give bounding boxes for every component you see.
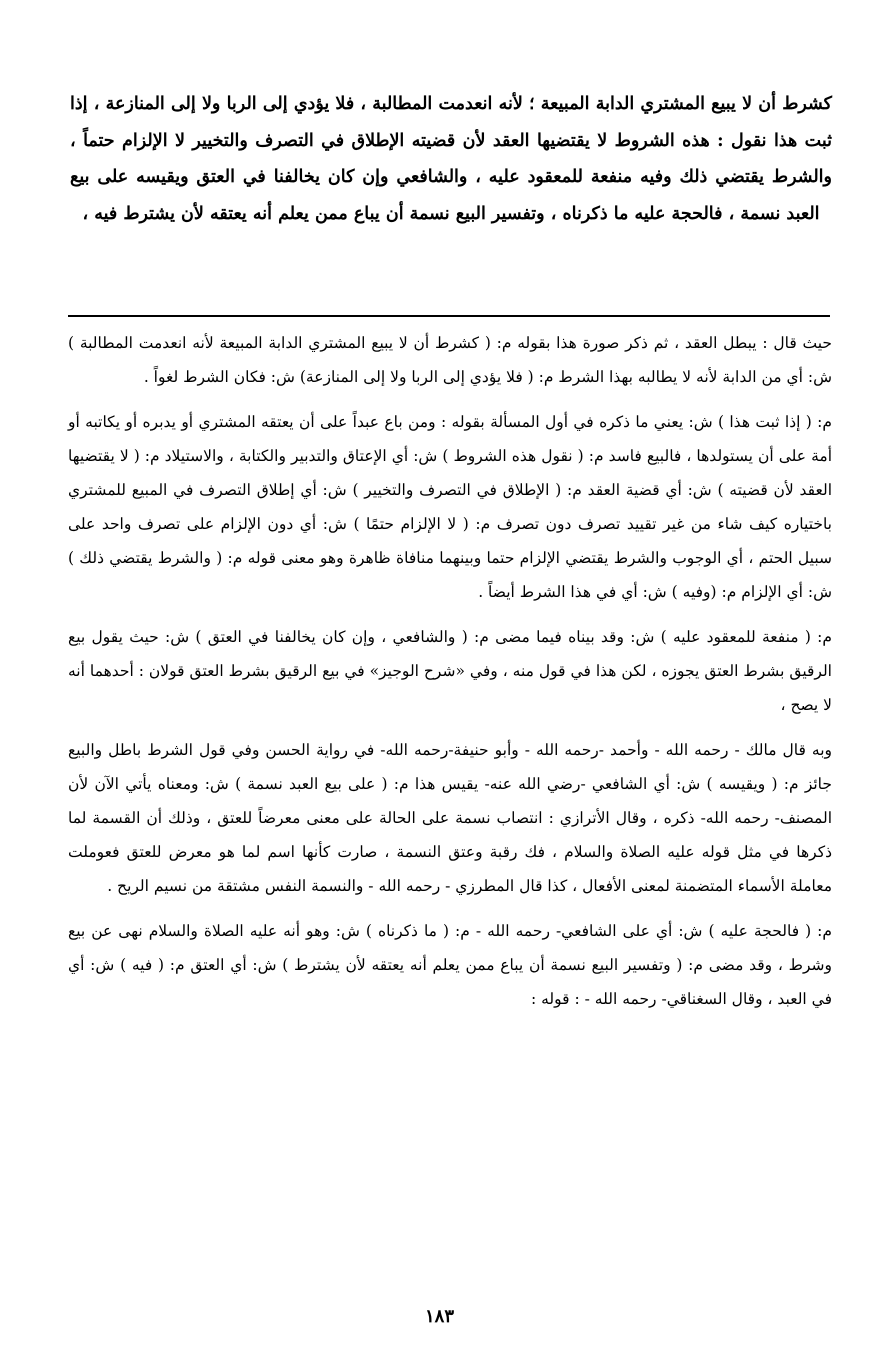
commentary: [68, 326, 832, 1027]
commentary-paragraph-2: م: ( إذا ثبت هذا ) ش: يعني ما ذكره في أول المسألة بقوله : ومن باع عبداً على أن يعتقه المشتري أو يدبره أو يكاتبه أو أمة على أن يستولدها ، فالبيع فاسد م: ( نقول هذه الشروط ) ش: أي الإعتاق والتدبير والكتابة ، والاستيلاد م: ( لا يقتضيها العقد لأن قضيته ) ش: أي قضية العقد م: ( الإطلاق في التصرف والتخيير ) ش: أي إطلاق التصرف في المبيع للمشتري باختياره كيف شاء من غير تقييد تصرف دون تصرف م: ( لا الإلزام حتمًا ) ش: أي دون الإلزام على تصرف واحد على سبيل الحتم ، أي الوجوب والشرط يقتضي الإلزام حتما وبينهما منافاة ظاهرة وهو معنى قوله م: ( والشرط يقتضي ذلك ) ش: أي الإلزام م: (وفيه ) ش: أي في هذا الشرط أيضاً .: [68, 413, 832, 601]
separator-rule: [68, 315, 830, 317]
commentary-paragraph-1: حيث قال : يبطل العقد ، ثم ذكر صورة هذا بقوله م: ( كشرط أن لا يبيع المشتري الدابة المبيعة لأنه انعدمت المطالبة ) ش: أي من الدابة لأنه لا يطالبه بهذا الشرط م: ( فلا يؤدي إلى الربا ولا إلى المنازعة) ش: فكان الشرط لغواً .: [68, 334, 832, 386]
page-number: ١٨٣: [424, 1306, 454, 1327]
commentary-paragraph-5: م: ( فالحجة عليه ) ش: أي على الشافعي- رحمه الله - م: ( ما ذكرناه ) ش: وهو أنه عليه الصلاة والسلام نهى عن بيع وشرط ، وقد مضى م: ( وتفسير البيع نسمة أن يباع ممن يعلم أنه يعتقه لأن يشترط ) ش: أي العتق م: ( فيه ) ش: أي في العبد ، وقال السغناقي- رحمه الله - : قوله :: [68, 922, 832, 1008]
main-text: كشرط أن لا يبيع المشتري الدابة المبيعة ؛ لأنه انعدمت المطالبة ، فلا يؤدي إلى الربا ولا إلى المنازعة ، إذا ثبت هذا نقول : هذه الشروط لا يقتضيها العقد لأن قضيته الإطلاق في التصرف والتخيير لا الإلزام حتماً ، والشرط يقتضي ذلك وفيه منفعة للمعقود عليه ، والشافعي وإن كان يخالفنا في العتق ويقيسه على بيع العبد نسمة ، فالحجة عليه ما ذكرناه ، وتفسير البيع نسمة أن يباع ممن يعلم أنه يعتقه لأن يشترط فيه ،: [70, 94, 832, 224]
commentary-paragraph-3: م: ( منفعة للمعقود عليه ) ش: وقد بيناه فيما مضى م: ( والشافعي ، وإن كان يخالفنا في العتق ) ش: حيث يقول بيع الرقيق بشرط العتق يجوزه ، لكن هذا في قول منه ، وفي «شرح الوجيز» في بيع الرقيق بشرط العتق قولان : أحدهما أنه لا يصح ،: [68, 628, 832, 714]
commentary-paragraph-4: وبه قال مالك - رحمه الله - وأحمد -رحمه الله - وأبو حنيفة-رحمه الله- في رواية الحسن وفي قول الشرط باطل والبيع جائز م: ( ويقيسه ) ش: أي الشافعي -رضي الله عنه- يقيس هذا م: ( على بيع العبد نسمة ) ش: ومعناه يأتي الآن لأن المصنف- رحمه الله- ذكره ، وقال الأترازي : انتصاب نسمة على الحالة على معنى معرضاً للعتق ، وذلك أن القسمة لما ذكرها في مثل قوله عليه الصلاة والسلام ، فك رقبة وعتق النسمة ، صارت كأنها اسم لما هو معرض للعتق فعوملت معاملة الأسماء المتضمنة لمعنى الأفعال ، كذا قال المطرزي - رحمه الله - والنسمة النفس مشتقة من نسيم الريح .: [68, 741, 832, 895]
